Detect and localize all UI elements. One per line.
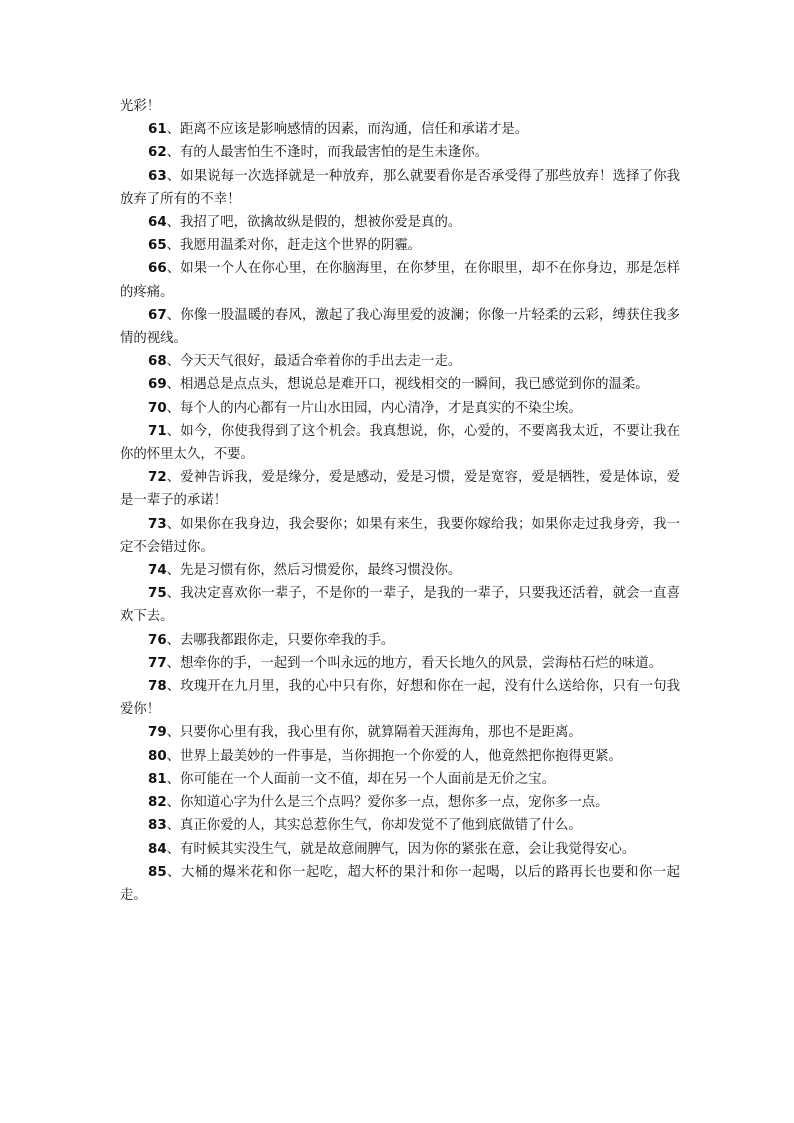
- quote-item: [120, 466, 680, 512]
- quote-text: 、真正你爱的人，其实总惹你生气，你却发觉不了他到底做错了什么。: [166, 818, 582, 834]
- quote-text: 、想牵你的手，一起到一个叫永远的地方，看天长地久的风景，尝海枯石烂的味道。: [166, 655, 663, 671]
- quote-text: 、爱神告诉我，爱是缘分，爱是感动，爱是习惯，爱是宽容，爱是牺牲，爱是体谅，爱是一辈子的承诺！: [120, 470, 680, 509]
- quote-number: 85: [148, 864, 167, 880]
- quote-item: [120, 814, 680, 837]
- quote-number: 75: [148, 586, 167, 602]
- quote-text: 、玫瑰开在九月里，我的心中只有你，好想和你在一起，没有什么送给你，只有一句我爱你！: [120, 679, 680, 718]
- quote-item: [120, 791, 680, 814]
- quote-item: [120, 373, 680, 396]
- quote-item: [120, 350, 680, 373]
- quote-text: 、我愿用温柔对你，赶走这个世界的阴霾。: [166, 238, 422, 254]
- quote-item: [120, 257, 680, 303]
- quote-number: 80: [148, 748, 167, 764]
- quote-text: 、世界上最美妙的一件事是，当你拥抱一个你爱的人，他竟然把你抱得更紧。: [166, 748, 622, 764]
- quote-text: 、如果一个人在你心里，在你脑海里，在你梦里，在你眼里，却不在你身边，那是怎样的疼痛。: [120, 261, 680, 300]
- document-body: [120, 95, 680, 907]
- quote-number: 84: [148, 841, 167, 857]
- quote-item: [120, 861, 680, 907]
- quote-item: [120, 234, 680, 257]
- quote-number: 62: [148, 145, 167, 161]
- quote-text: 、如果你在我身边，我会娶你；如果有来生，我要你嫁给我；如果你走过我身旁，我一定不会错过你。: [120, 516, 680, 555]
- quote-number: 70: [148, 400, 167, 416]
- quote-text: 、你知道心字为什么是三个点吗？爱你多一点，想你多一点，宠你多一点。: [166, 795, 609, 811]
- quote-item: [120, 559, 680, 582]
- quote-number: 73: [148, 516, 167, 532]
- quote-number: 83: [148, 818, 167, 834]
- quote-number: 65: [148, 238, 167, 254]
- quote-number: 82: [148, 795, 167, 811]
- quote-text: 、有的人最害怕生不逢时，而我最害怕的是生未逢你。: [166, 145, 489, 161]
- intro-fragment: 光彩！: [120, 99, 161, 114]
- quote-item: [120, 745, 680, 768]
- quote-text: 、去哪我都跟你走，只要你牵我的手。: [166, 632, 395, 648]
- quote-item: [120, 582, 680, 628]
- quote-number: 64: [148, 215, 167, 231]
- quote-text: 、距离不应该是影响感情的因素，而沟通，信任和承诺才是。: [166, 122, 529, 138]
- quote-item: [120, 141, 680, 164]
- quote-text: 、我决定喜欢你一辈子，不是你的一辈子，是我的一辈子，只要我还活着，就会一直喜欢下去。: [120, 586, 680, 625]
- quote-item: [120, 675, 680, 721]
- quote-item: [120, 165, 680, 211]
- quote-text: 、今天天气很好，最适合牵着你的手出去走一走。: [166, 354, 462, 370]
- quote-number: 77: [148, 655, 167, 671]
- quote-item: [120, 304, 680, 350]
- quote-number: 79: [148, 725, 167, 741]
- quote-item: [120, 513, 680, 559]
- quote-item: [120, 118, 680, 141]
- quote-number: 66: [148, 261, 167, 277]
- quote-number: 71: [148, 423, 167, 439]
- quote-text: 、大桶的爆米花和你一起吃，超大杯的果汁和你一起喝，以后的路再长也要和你一起走。: [120, 864, 680, 903]
- quote-text: 、如今，你使我得到了这个机会。我真想说，你，心爱的，不要离我太近，不要让我在你的怀里太久，不要。: [120, 423, 680, 463]
- quote-item: [120, 652, 680, 675]
- quote-number: 76: [148, 632, 167, 648]
- quote-item: [120, 420, 680, 466]
- quote-number: 67: [148, 307, 167, 323]
- quote-text: 、每个人的内心都有一片山水田园，内心清净，才是真实的不染尘埃。: [166, 400, 582, 416]
- quote-number: 63: [148, 168, 167, 184]
- quote-text: 、相遇总是点点头，想说总是难开口，视线相交的一瞬间，我已感觉到你的温柔。: [166, 377, 649, 393]
- quote-number: 81: [148, 771, 167, 787]
- quote-text: 、只要你心里有我，我心里有你，就算隔着天涯海角，那也不是距离。: [166, 725, 582, 741]
- quote-number: 69: [148, 377, 167, 393]
- quote-item: [120, 397, 680, 420]
- quote-number: 68: [148, 354, 167, 370]
- quote-item: [120, 721, 680, 744]
- quote-text: 、如果说每一次选择就是一种放弃，那么就要看你是否承受得了那些放弃！选择了你我放弃了所有的不幸！: [120, 168, 680, 207]
- quote-number: 72: [148, 470, 167, 486]
- quote-number: 74: [148, 563, 167, 579]
- quote-text: 、先是习惯有你，然后习惯爱你，最终习惯没你。: [166, 563, 462, 579]
- quote-item: [120, 838, 680, 861]
- quote-number: 61: [148, 122, 167, 138]
- quote-number: 78: [148, 679, 167, 695]
- quote-list: [120, 118, 680, 907]
- quote-item: [120, 211, 680, 234]
- quote-text: 、你可能在一个人面前一文不值，却在另一个人面前是无价之宝。: [166, 771, 555, 787]
- quote-item: [120, 768, 680, 791]
- quote-text: 、你像一股温暖的春风，激起了我心海里爱的波澜；你像一片轻柔的云彩，缚获住我多情的视线。: [120, 307, 680, 347]
- quote-text: 、有时候其实没生气，就是故意闹脾气，因为你的紧张在意，会让我觉得安心。: [166, 841, 636, 857]
- quote-item: [120, 629, 680, 652]
- quote-text: 、我招了吧，欲擒故纵是假的，想被你爱是真的。: [166, 215, 462, 231]
